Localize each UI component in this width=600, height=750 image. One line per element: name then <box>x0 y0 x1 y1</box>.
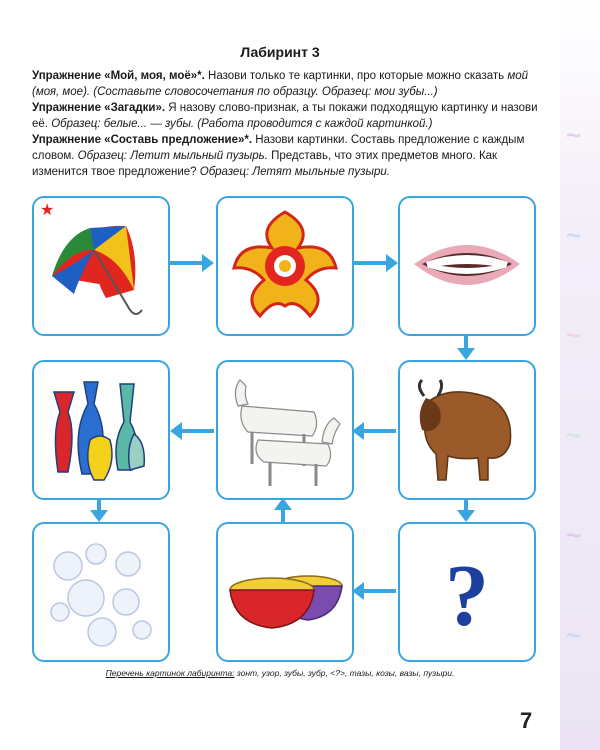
question-mark: ? <box>445 548 489 645</box>
teeth-icon <box>400 198 534 334</box>
basins-icon <box>218 524 352 660</box>
arrow-right-icon <box>352 252 400 274</box>
arrow-left-icon <box>350 420 398 442</box>
bison-icon <box>400 362 534 498</box>
exercise-1-name: Упражнение «Мой, моя, моё»*. <box>32 70 205 82</box>
card-basins[interactable] <box>216 522 354 662</box>
arrow-down-icon <box>455 498 477 524</box>
arrow-up-icon <box>272 498 294 524</box>
card-bubbles[interactable] <box>32 522 170 662</box>
exercise-1-text: Назови только те картинки, про которые можно сказать <box>204 70 508 82</box>
bubbles-icon <box>34 524 168 660</box>
picture-list-caption <box>0 668 560 678</box>
card-goats[interactable] <box>216 360 354 500</box>
exercise-3-text: Назови картинки. Составь предложение с каждым словом. <box>32 134 525 162</box>
page-number: 7 <box>520 708 533 733</box>
arrow-down-icon <box>455 334 477 362</box>
arrow-left-icon <box>168 420 216 442</box>
card-vases[interactable] <box>32 360 170 500</box>
arrow-left-icon <box>350 580 398 602</box>
exercise-3-italic2: Образец: Летят мыльные пузыри. <box>199 166 390 178</box>
decorative-side-strip: ~ ~ ~ ~ ~ ~ <box>560 0 600 750</box>
caption-label: Перечень картинок лабиринта: <box>105 668 235 678</box>
exercise-3-text2: Представь, что этих предметов много. Как изменится твое предложение? <box>32 150 498 178</box>
page-title: Лабиринт 3 <box>240 44 320 60</box>
exercise-2-text: Я назову слово-признак, а ты покажи подходящую картинку и назови её. <box>32 102 538 130</box>
exercise-3-italic: Образец: Летит мыльный пузырь. <box>77 150 268 162</box>
arrow-down-icon <box>88 498 110 524</box>
pattern-icon <box>218 198 352 334</box>
star-icon: ★ <box>40 202 55 219</box>
exercise-1-italic: мой (моя, мое). (Составьте словосочетания по образцу. Образец: мои зубы...) <box>32 70 529 98</box>
exercise-2 <box>32 100 542 132</box>
exercise-1 <box>32 68 542 100</box>
card-question[interactable] <box>398 522 536 662</box>
card-teeth[interactable] <box>398 196 536 336</box>
card-umbrella[interactable] <box>32 196 170 336</box>
vases-icon <box>34 362 168 498</box>
card-pattern[interactable] <box>216 196 354 336</box>
goats-icon <box>218 362 352 498</box>
exercise-2-italic: Образец: белые... — зубы. (Работа проводится с каждой картинкой.) <box>51 118 433 130</box>
exercise-3 <box>32 132 542 180</box>
umbrella-icon <box>34 198 168 334</box>
exercise-2-name: Упражнение «Загадки». <box>32 102 166 114</box>
card-bison[interactable] <box>398 360 536 500</box>
arrow-right-icon <box>168 252 216 274</box>
caption-text: зонт, узор, зубы, зубр, <?>, тазы, козы, вазы, пузыри. <box>234 668 455 678</box>
exercise-3-name: Упражнение «Составь предложение»*. <box>32 134 253 146</box>
